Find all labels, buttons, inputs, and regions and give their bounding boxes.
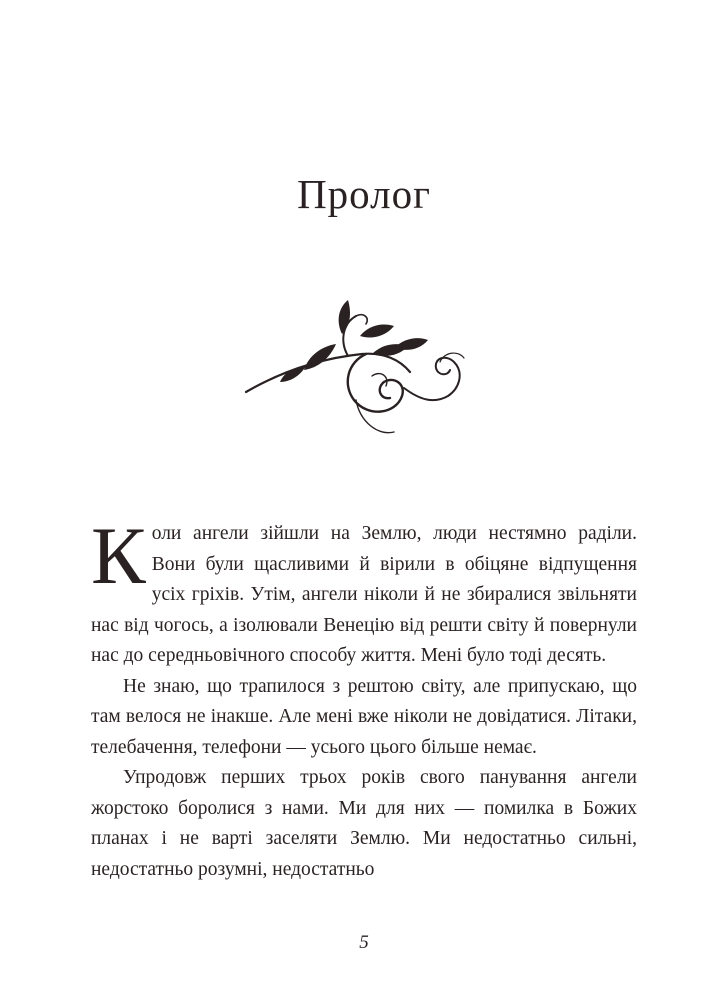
paragraph-1-text: оли ангели зійшли на Землю, люди нестямно раділи. Вони були щасливими й вірили в обіцяне відпущення усіх гріхів. Утім, ангели ніколи й не збиралися звільняти нас від чогось, а ізолювали Венецію від решти світу й повернули нас до середньовічного способу життя. Мені було тоді десять. xyxy=(91,523,637,666)
chapter-title: Пролог xyxy=(297,171,431,217)
paragraph-2: Не знаю, що трапилося з рештою світу, але припускаю, що там велося не інакше. Але мені вже ніколи не довідатися. Літаки, телебачення, телефони — усього цього більше немає. xyxy=(91,675,637,758)
paragraph-3: Упродовж перших трьох років свого панування ангели жорстоко боролися з нами. Ми для них — помилка в Божих планах і не варті заселяти Землю. Ми недостатньо сильні, недостатньо розумні, недостатньо xyxy=(91,767,637,880)
paragraph-1 xyxy=(91,510,637,672)
floral-vine-ornament-icon xyxy=(244,300,476,440)
drop-cap: К xyxy=(91,510,146,601)
page-number: 5 xyxy=(359,932,369,953)
prologue-body xyxy=(91,510,637,885)
